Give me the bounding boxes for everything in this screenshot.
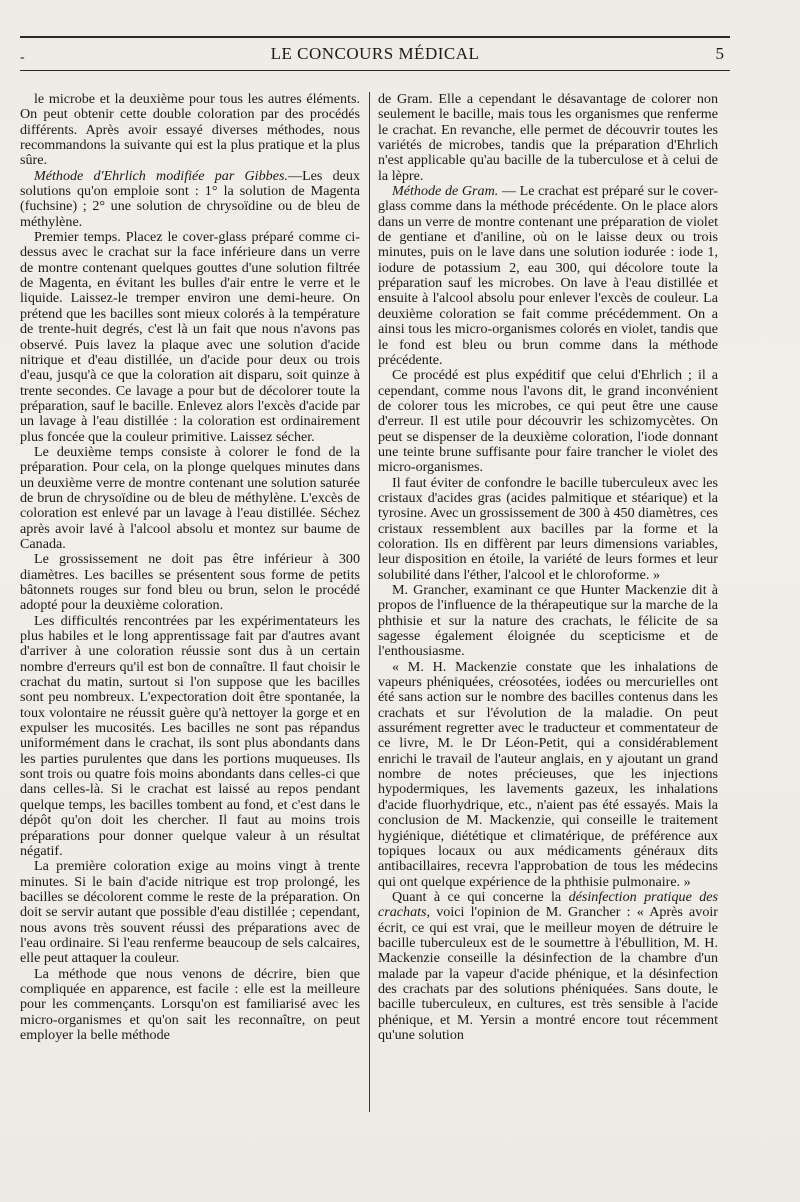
journal-title: LE CONCOURS MÉDICAL <box>270 44 480 63</box>
italic-heading: désinfection pratique des crachats <box>378 888 718 921</box>
paragraph-text: de Gram. Elle a cependant le désavantage de colorer non seulement le bacille, mais tous les organismes que renferme le crachat. En revanche, elle permet de découvrir toutes les variétés de microbes, tandis que la préparation d'Ehrlich n'est applicable qu'au bacille de la tuberculose et à celui de la lèpre. <box>378 92 718 184</box>
paragraph-text: — Le crachat est préparé sur le cover-glass comme dans la méthode précédente. On le place alors dans un verre de montre contenant une préparation de violet de gentiane et d'aniline, où on le laisse deux ou trois minutes, puis on le lave dans une solution iodurée : iode 1, iodure de potassium 2, eau 300, qui décolore toute la préparation sauf les microbes. On lave à l'eau distillée et ensuite à l'alcool absolu pour enlever l'excès de couleur. La deuxième coloration se fait comme précédemment. On a ainsi tous les micro-organismes colorés en violet, tandis que le fond est bleu ou brun comme dans la méthode précédente. <box>378 183 718 368</box>
paragraph <box>20 614 360 860</box>
paragraph-text: —Les deux solutions qu'on emploie sont : 1° la solution de Magenta (fuchsine) ; 2° une solution de chrysoïdine ou de bleu de méthylène. <box>20 167 360 230</box>
paragraph <box>378 92 718 184</box>
paragraph <box>20 967 360 1044</box>
paragraph-text: Les difficultés rencontrées par les expérimentateurs les plus habiles et le long apprentissage fait par d'autres avant d'arriver à une coloration réussie sont dus à un certain nombre d'erreurs qu'il est bon de connaître. Il faut choisir le crachat du matin, surtout si l'on suppose que les bacilles sont peu nombreux. L'expectoration doit être spontanée, la toux volontaire ne réussit guère qu'à nettoyer la gorge et en expulser les mucosités. Les bacilles ne sont pas répandus uniformément dans le crachat, ils sont plus abondants dans les parties purulentes que dans les portions muqueuses. Ils sont trois ou quatre fois moins abondants dans celles-ci que dans celles-là. Si le crachat est laissé au repos pendant quelque temps, les bacilles tombent au fond, et c'est dans le dépôt qu'on doit les chercher. Il faut au moins trois préparations pour donner quelque valeur à un résultat négatif. <box>20 612 360 859</box>
paragraph <box>378 184 718 368</box>
paragraph <box>20 552 360 613</box>
paragraph-text: La méthode que nous venons de décrire, bien que compliquée en apparence, est facile : elle est la meilleure pour les commençants. Lorsqu'on est familiarisé avec les micro-organismes et qu'on sait les reconnaître, on peut employer la belle méthode <box>20 965 360 1043</box>
paragraph-text: , voici l'opinion de M. Grancher : « Après avoir écrit, ce qui est vrai, que le meilleur moyen de détruire le bacille tuberculeux est de le soumettre à l'ébullition, M. H. Mackenzie conseille la désinfection de la chambre d'un malade par la vapeur d'acide phénique, et la désinfection des crachats par des solutions phéniquées. Sans doute, le bacille tuberculeux, en cultures, est très sensible à l'acide phénique, et M. Yersin a montré encore tout récemment qu'une solution <box>378 904 718 1043</box>
paragraph <box>20 859 360 966</box>
paragraph-prefix: Quant à ce qui concerne la <box>392 888 569 905</box>
right-column <box>378 92 718 1122</box>
paragraph <box>378 368 718 475</box>
left-column <box>20 92 360 1122</box>
paragraph-text: Le deuxième temps consiste à colorer le fond de la préparation. Pour cela, on la plonge quelques minutes dans un deuxième verre de montre contenant une solution saturée de brun de chrysoïdine ou de bleu de méthylène. L'excès de coloration est enlevé par un lavage à l'eau distillée. Séchez après avoir lavé à l'alcool absolu et montez sur baume de Canada. <box>20 443 360 552</box>
paragraph-text: Il faut éviter de confondre le bacille tuberculeux avec les cristaux d'acides gras (acides palmitique et stéarique) et la tyrosine. Avec un grossissement de 300 à 450 diamètres, ces cristaux ressemblent aux bacilles par la forme et la coloration. Ils en diffèrent par leurs dimensions variables, leur disposition en étoile, la variété de leurs formes et leur solubilité dans l'éther, l'alcool et le chloroforme. » <box>378 474 718 583</box>
paragraph <box>378 583 718 660</box>
page-number: 5 <box>715 44 724 63</box>
header-bottom-rule <box>20 70 730 71</box>
italic-heading: Méthode de Gram. <box>392 183 499 200</box>
paragraph <box>20 230 360 445</box>
paragraph-text: La première coloration exige au moins vingt à trente minutes. Si le bain d'acide nitrique est trop prolongé, les bacilles se décolorent comme le reste de la préparation. On doit se servir autant que possible d'eau distillée ; cependant, nous avons très souvent réussi des préparations avec de l'eau ordinaire. Si l'eau renferme beaucoup de sels calcaires, elle peut attaquer la couleur. <box>20 858 360 967</box>
paragraph <box>378 890 718 1043</box>
paragraph-text: Le grossissement ne doit pas être inférieur à 300 diamètres. Les bacilles se présentent sous forme de petits bâtonnets rouges sur fond bleu ou brun, selon le procédé adopté pour la deuxième coloration. <box>20 551 360 614</box>
page-header <box>20 30 730 72</box>
header-top-rule <box>20 36 730 38</box>
paragraph-text: le microbe et la deuxième pour tous les autres éléments. On peut obtenir cette double coloration par des procédés différents. Après avoir essayé diverses méthodes, nous recommandons la suivante qui est la plus pratique et la plus sûre. <box>20 92 360 169</box>
paragraph <box>20 92 360 169</box>
paragraph <box>378 660 718 890</box>
paragraph-text: « M. H. Mackenzie constate que les inhalations de vapeurs phéniquées, créosotées, iodées ou mercurielles ont été sans action sur le nombre des bacilles contenus dans les crachats et sur l'évolution de la maladie. On peut assurément regretter avec le traducteur et commentateur de ce livre, M. le Dr Léon-Petit, qui a considérablement enrichi le travail de l'auteur anglais, en y ajoutant un grand nombre de notes précieuses, que les injections hypodermiques, les lavements gazeux, les inhalations d'acide fluorhydrique, etc., n'aient pas été essayés. Mais la conclusion de M. Mackenzie, qui conseille le traitement hygiénique, diététique et climatérique, de préférence aux topiques locaux ou aux médicaments généraux dits antibacillaires, recevra l'approbation de tous les médecins qui ont quelque expérience de la phthisie pulmonaire. » <box>378 658 718 890</box>
header-dash: - <box>20 50 25 65</box>
paragraph-text: Ce procédé est plus expéditif que celui d'Ehrlich ; il a cependant, comme nous l'avons dit, le grand inconvénient de colorer tous les microbes, ce qui peut être une cause d'erreur. Il est utile pour découvrir les schizomycètes. On peut se dispenser de la deuxième coloration, l'iode donnant une teinte brune suffisante pour faire trancher le violet des micro-organismes. <box>378 367 718 476</box>
paragraph <box>20 445 360 552</box>
paragraph-text: Premier temps. Placez le cover-glass préparé comme ci-dessus avec le crachat sur la face inférieure dans un verre de montre contenant quelques gouttes d'une solution filtrée de Magenta, en évitant les bulles d'air entre le verre et le liquide. Laissez-le tremper environ une demi-heure. On prétend que les bacilles sont mieux colorés à la température de trente-huit degrés, c'est là un fait que nous n'avons pas observé. Puis lavez la plaque avec une solution d'acide nitrique et d'eau distillée, un d'acide pour deux ou trois d'eau, jusqu'à ce que la coloration ait disparu, soit quinze à trente secondes. Ce lavage a pour but de décolorer toute la préparation, sauf le bacille. Enlevez alors l'excès d'acide par un lavage à l'eau distillée : la coloration est ordinairement plus foncée que la couleur primitive. Laissez sécher. <box>20 229 360 445</box>
paragraph <box>20 169 360 230</box>
paragraph <box>378 476 718 583</box>
italic-heading: Méthode d'Ehrlich modifiée par Gibbes. <box>34 167 288 184</box>
paragraph-text: M. Grancher, examinant ce que Hunter Mackenzie dit à propos de l'influence de la thérapeutique sur la marche de la phthisie et sur la nature des crachats, le félicite de sa sagesse également éloignée du scepticisme et de l'enthousiasme. <box>378 582 718 660</box>
column-divider <box>369 92 370 1112</box>
